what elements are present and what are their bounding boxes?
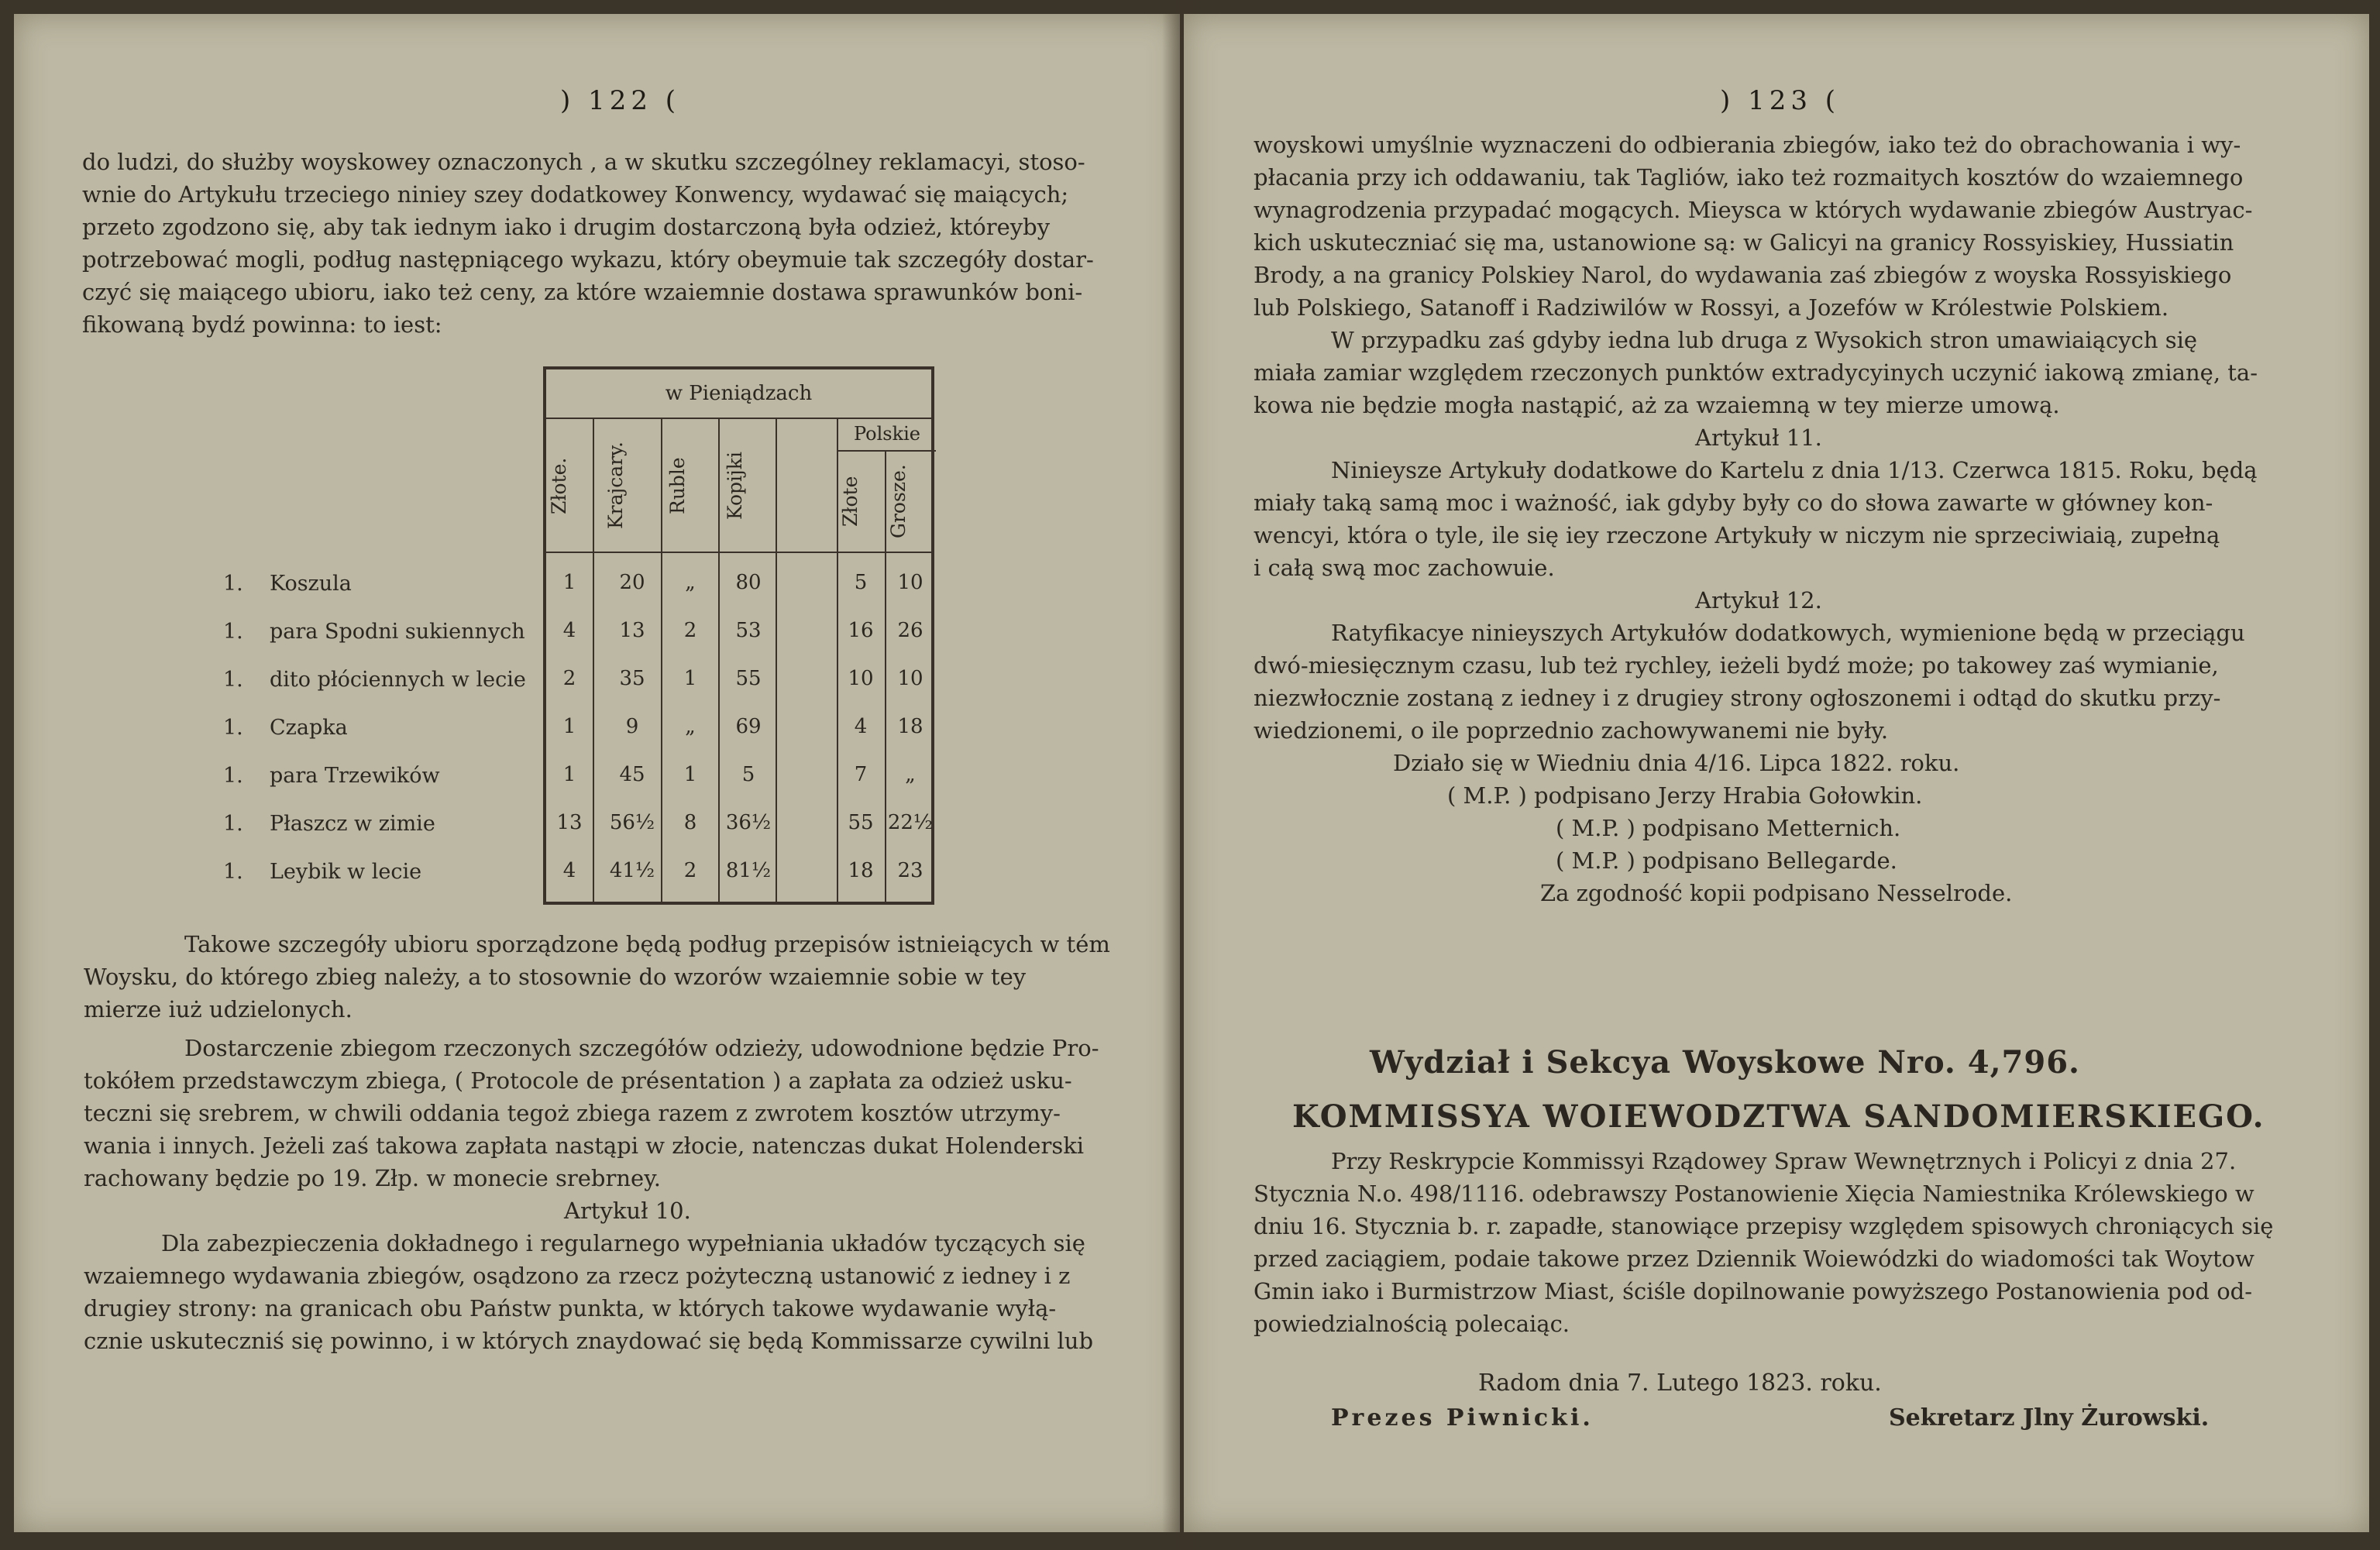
column-header: Złote. — [548, 457, 570, 514]
table-cell: 7 — [854, 763, 868, 786]
right-lower-text — [1254, 1145, 2354, 1340]
table-cell: „ — [685, 571, 696, 594]
table-cell: 55 — [735, 667, 762, 690]
table-header: w Pieniądzach — [546, 369, 931, 419]
table-cell: 36½ — [725, 811, 772, 834]
column-header: Kopijki — [724, 452, 746, 520]
table-cell: 5 — [741, 763, 755, 786]
text-line: i całą swą moc zachowuie. — [1254, 555, 1555, 581]
section-title: Wydział i Sekcya Woyskowe Nro. 4,796. — [1370, 1044, 2080, 1081]
table-row-label: 1. Płaszcz w zimie — [223, 812, 435, 836]
table-cell: 10 — [848, 667, 874, 690]
table-row-label: 1. para Trzewików — [223, 764, 440, 788]
column-rule — [776, 418, 777, 905]
copy-note: Za zgodność kopii podpisano Nesselrode. — [1540, 880, 2013, 906]
text-line: wiedzionemi, o ile poprzednio zachowywanemi nie były. — [1254, 717, 1889, 744]
text-line: wania i innych. Jeżeli zaś takowa zapłata nastąpi w złocie, natenczas dukat Holenderski — [84, 1132, 1085, 1159]
text-line: tokółem przedstawczym zbiega, ( Protocole de présentation ) a zapłata za odzież usku- — [84, 1067, 1072, 1094]
right-page — [1184, 14, 2369, 1532]
article-heading: Artykuł 10. — [564, 1198, 691, 1224]
text-line: powiedzialnością polecaiąc. — [1254, 1311, 1570, 1337]
table-cell: 81½ — [725, 859, 772, 882]
table-cell: 10 — [897, 571, 923, 594]
table-cell: 2 — [683, 859, 697, 882]
table-subheader: Polskie — [837, 418, 936, 452]
table-cell: 18 — [848, 859, 874, 882]
table-cell: 35 — [619, 667, 645, 690]
table-cell: 2 — [683, 619, 697, 642]
column-header: Ruble — [666, 457, 689, 514]
column-rule — [718, 418, 720, 905]
table-cell: 80 — [735, 571, 762, 594]
right-upper-text — [1254, 129, 2354, 909]
table-cell: 1 — [562, 715, 576, 738]
table-cell: 4 — [562, 619, 576, 642]
left-page — [14, 14, 1180, 1532]
table-cell: 1 — [683, 667, 697, 690]
text-line: rachowany będzie po 19. Złp. w monecie srebrney. — [84, 1165, 661, 1191]
text-line: do ludzi, do służby woyskowey oznaczonych , a w skutku szczególney reklamacyi, stoso- — [82, 149, 1085, 175]
left-intro-paragraph — [82, 146, 1167, 341]
page-number-left: ) 122 ( — [560, 85, 681, 116]
text-line: płacania przy ich oddawaniu, tak Tagliów, iako też rozmaitych kosztów do wzaiemnego — [1254, 164, 2244, 191]
table-row-label: 1. Leybik w lecie — [223, 860, 422, 884]
column-header: Krajcary. — [604, 442, 627, 530]
text-line: Dla zabezpieczenia dokładnego i regularnego wypełniania układów tyczących się — [161, 1230, 1085, 1256]
table-row-label: 1. dito płóciennych w lecie — [223, 668, 526, 692]
signature-line: ( M.P. ) podpisano Metternich. — [1556, 815, 1901, 841]
table-row-label: 1. para Spodni sukiennych — [223, 620, 525, 644]
text-line: miały taką samą moc i ważność, iak gdyby były co do słowa zawarte w główney kon- — [1254, 490, 2213, 516]
table-cell: 41½ — [609, 859, 655, 882]
table-cell: 26 — [897, 619, 923, 642]
text-line: drugiey strony: na granicach obu Państw punkta, w których takowe wydawanie wyłą- — [84, 1295, 1057, 1321]
table-cell: 18 — [897, 715, 923, 738]
commission-title: KOMMISSYA WOIEWODZTWA SANDOMIERSKIEGO. — [1292, 1098, 2265, 1135]
table-cell: 55 — [848, 811, 874, 834]
left-lower-text — [84, 928, 1164, 1357]
table-cell: 45 — [619, 763, 645, 786]
text-line: potrzebować mogli, podług następniącego wykazu, który obeymuie tak szczegóły dostar- — [82, 246, 1094, 273]
column-header: Złote — [839, 476, 862, 527]
table-cell: „ — [685, 715, 696, 738]
secretary-signature: Sekretarz Jlny Żurowski. — [1889, 1404, 2210, 1431]
table-cell: 69 — [735, 715, 762, 738]
table-cell: 9 — [625, 715, 639, 738]
text-line: cznie uskuteczniś się powinno, i w których znaydować się będą Kommissarze cywilni lub — [84, 1328, 1094, 1354]
text-line: woyskowi umyślnie wyznaczeni do odbierania zbiegów, iako też do obrachowania i wy- — [1254, 132, 2241, 158]
table-cell: 53 — [735, 619, 762, 642]
text-line: wzaiemnego wydawania zbiegów, osądzono za rzecz pożyteczną ustanowić z iedney i z — [84, 1263, 1071, 1289]
text-line: Ratyfikacye ninieyszych Artykułów dodatkowych, wymienione będą w przeciągu — [1331, 620, 2245, 646]
header-rule — [546, 552, 931, 553]
table-cell: 4 — [854, 715, 868, 738]
table-cell: 13 — [619, 619, 645, 642]
text-line: niezwłocznie zostaną z iedney i z drugiey strony ogłoszonemi i odtąd do skutku przy- — [1254, 685, 2221, 711]
text-line: lub Polskiego, Satanoff i Radziwilów w Rossyi, a Jozefów w Królestwie Polskiem. — [1254, 294, 2169, 321]
text-line: W przypadku zaś gdyby iedna lub druga z Wysokich stron umawiaiących się — [1331, 327, 2198, 353]
table-cell: 13 — [556, 811, 583, 834]
text-line: Brody, a na granicy Polskiey Narol, do wydawania zaś zbiegów z woyska Rossyiskiego — [1254, 262, 2232, 288]
table-cell: 23 — [897, 859, 923, 882]
article-heading: Artykuł 12. — [1695, 587, 1822, 613]
text-line: przed zaciągiem, podaie takowe przez Dziennik Woiewódzki do wiadomości tak Woytow — [1254, 1246, 2254, 1272]
text-line: Stycznia N.o. 498/1116. odebrawszy Postanowienie Xięcia Namiestnika Królewskiego w — [1254, 1181, 2254, 1207]
text-line: teczni się srebrem, w chwili oddania tegoż zbiega razem z zwrotem kosztów utrzymy- — [84, 1100, 1061, 1126]
text-line: Woysku, do którego zbieg należy, a to stosownie do wzorów wzaiemnie sobie w tey — [84, 964, 1027, 990]
text-line: dniu 16. Stycznia b. r. zapadłe, stanowiące przepisy względem spisowych chroniących się — [1254, 1213, 2274, 1239]
text-line: Ninieysze Artykuły dodatkowe do Kartelu z dnia 1/13. Czerwca 1815. Roku, będą — [1331, 457, 2258, 483]
text-line: kich uskuteczniać się ma, ustanowione są: w Galicyi na granicy Rossyiskiey, Hussiatin — [1254, 229, 2234, 256]
table-cell: 56½ — [609, 811, 655, 834]
table-cell: 22½ — [887, 811, 934, 834]
text-line: wnie do Artykułu trzeciego niniey szey dodatkowey Konwency, wydawać się maiących; — [82, 181, 1069, 208]
table-cell: 1 — [562, 763, 576, 786]
text-line: miała zamiar względem rzeczonych punktów extradycyinych uczynić iakową zmianę, ta- — [1254, 359, 2258, 386]
column-header: Grosze. — [887, 464, 910, 538]
table-cell: „ — [905, 763, 916, 786]
table-cell: 4 — [562, 859, 576, 882]
text-line: kowa nie będzie mogła nastąpić, aż za wzaiemną w tey mierze umową. — [1254, 392, 2060, 418]
table-cell: 20 — [619, 571, 645, 594]
page-number-right: ) 123 ( — [1720, 85, 1841, 116]
table-cell: 1 — [683, 763, 697, 786]
text-line: przeto zgodzono się, aby tak iednym iako i drugim dostarczoną była odzież, któreyby — [82, 214, 1051, 240]
signature-line: ( M.P. ) podpisano Bellegarde. — [1556, 847, 1897, 874]
table-row-label: 1. Koszula — [223, 572, 352, 596]
dated-line: Działo się w Wiedniu dnia 4/16. Lipca 1822. roku. — [1393, 750, 1960, 776]
table-cell: 10 — [897, 667, 923, 690]
table-row-label: 1. Czapka — [223, 716, 348, 740]
text-line: Dostarczenie zbiegom rzeczonych szczegółów odzieży, udowodnione będzie Pro- — [184, 1035, 1099, 1061]
text-line: Gmin iako i Burmistrzow Miast, ściśle dopilnowanie powyższego Postanowienia pod od- — [1254, 1278, 2253, 1304]
table-cell: 8 — [683, 811, 697, 834]
president-signature: Prezes Piwnicki. — [1331, 1404, 1594, 1431]
text-line: fikowaną bydź powinna: to iest: — [82, 311, 442, 338]
text-line: czyć się maiącego ubioru, iako też ceny, za które wzaiemnie dostawa sprawunków boni- — [82, 279, 1083, 305]
text-line: mierze iuż udzielonych. — [84, 996, 353, 1022]
article-heading: Artykuł 11. — [1695, 424, 1822, 451]
table-cell: 2 — [562, 667, 576, 690]
table-cell: 16 — [848, 619, 874, 642]
text-line: dwó-miesięcznym czasu, lub też rychley, ieżeli bydź może; po takowey zaś wymianie, — [1254, 652, 2219, 679]
price-table — [543, 366, 934, 905]
table-cell: 1 — [562, 571, 576, 594]
place-date: Radom dnia 7. Lutego 1823. roku. — [1478, 1370, 1882, 1397]
text-line: Przy Reskrypcie Kommissyi Rządowey Spraw Wewnętrznych i Policyi z dnia 27. — [1331, 1148, 2237, 1174]
text-line: Takowe szczegóły ubioru sporządzone będą podług przepisów istnieiących w tém — [184, 931, 1110, 957]
text-line: wencyi, która o tyle, ile się iey rzeczone Artykuły w niczym nie sprzeciwiaią, zupełną — [1254, 522, 2220, 548]
table-cell: 5 — [854, 571, 868, 594]
text-line: wynagrodzenia przypadać mogących. Mieysca w których wydawanie zbiegów Austryac- — [1254, 197, 2253, 223]
signature-line: ( M.P. ) podpisano Jerzy Hrabia Gołowkin. — [1447, 782, 1923, 809]
